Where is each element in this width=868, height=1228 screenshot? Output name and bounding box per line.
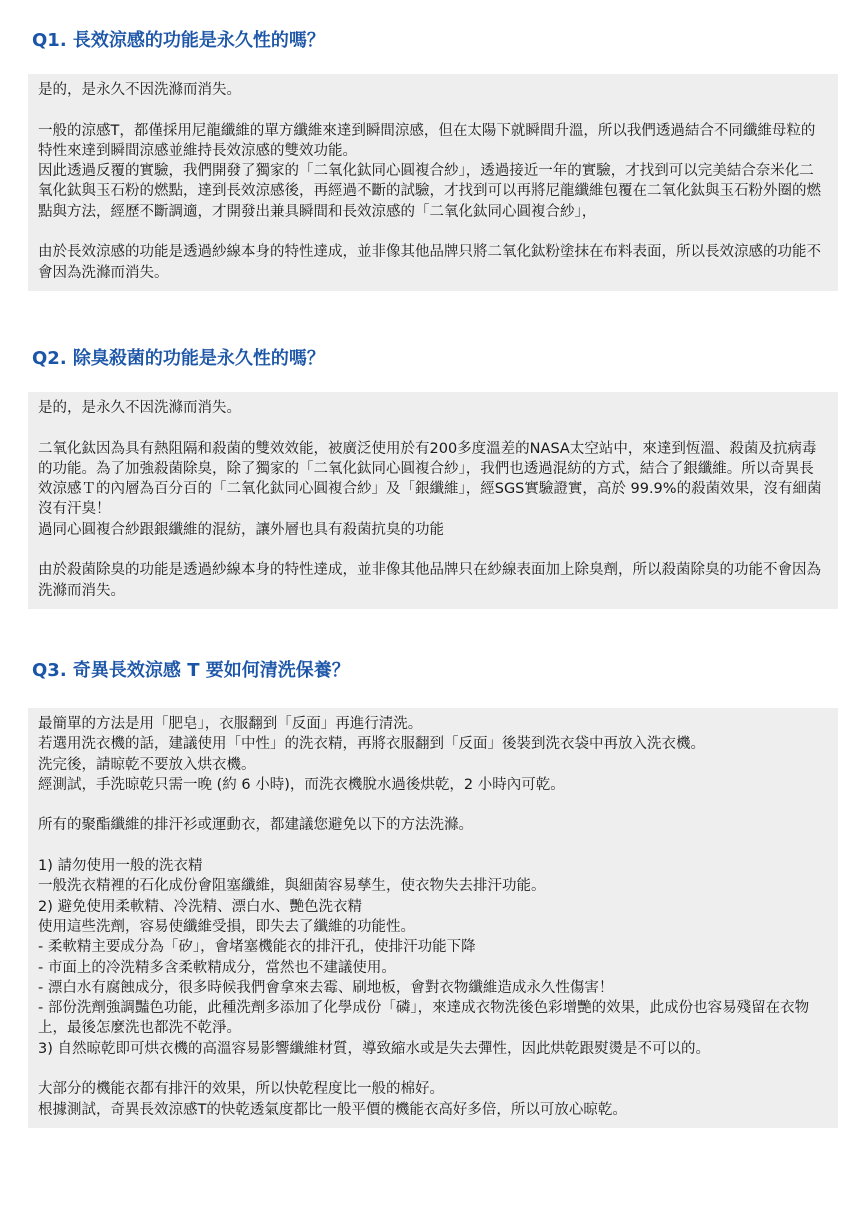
faq-answer-3 — [28, 708, 838, 1128]
paragraph-spacer — [38, 1059, 828, 1079]
answer-paragraph: - 漂白水有腐蝕成分，很多時候我們會拿來去霉、刷地板，會對衣物纖維造成永久性傷害！ — [38, 979, 614, 996]
answer-paragraph: 是的，是永久不因洗滌而消失。 — [38, 82, 241, 98]
faq-answer-2 — [28, 392, 838, 609]
answer-paragraph: 1) 請勿使用一般的洗衣精 — [38, 858, 203, 875]
answer-paragraph: - 市面上的冷洗精多含柔軟精成分，當然也不建議使用。 — [38, 959, 396, 976]
paragraph-spacer — [38, 222, 828, 242]
answer-paragraph: 經測試，手洗晾乾只需一晚 (約 6 小時)，而洗衣機脫水過後烘乾，2 小時內可乾。 — [38, 776, 565, 793]
answer-paragraph: 3) 自然晾乾即可烘衣機的高溫容易影響纖維材質，導致縮水或是失去彈性，因此烘乾跟熨燙是不可以的。 — [38, 1040, 710, 1057]
faq-question-2: Q2. 除臭殺菌的功能是永久性的嗎？ — [32, 348, 325, 369]
faq-question-1: Q1. 長效涼感的功能是永久性的嗎？ — [32, 30, 325, 51]
answer-paragraph: 2) 避免使用柔軟精、冷洗精、漂白水、艷色洗衣精 — [38, 898, 362, 915]
faq-section-2 — [28, 348, 838, 609]
paragraph-spacer — [38, 100, 828, 120]
answer-paragraph: 由於長效涼感的功能是透過紗線本身的特性達成，並非像其他品牌只將二氧化鈦粉塗抹在布料表面，所以長效涼感的功能不會因為洗滌而消失。 — [38, 244, 821, 281]
answer-paragraph: 因此透過反覆的實驗，我們開發了獨家的「二氧化鈦同心圓複合紗」，透過接近一年的實驗，才找到可以完美結合奈米化二氧化鈦與玉石粉的燃點，達到長效涼感後，再經過不斷的試驗，才找到可以再將尼龍纖維包覆在二氧化鈦與玉石粉外圈的燃點與方法，經歷不斷調適，才開發出兼具瞬間和長效涼感的「二氧化鈦同心圓複合紗」， — [38, 163, 821, 220]
answer-paragraph: 一般的涼感T，都僅採用尼龍纖維的單方纖維來達到瞬間涼感，但在太陽下就瞬間升溫，所以我們透過結合不同纖維母粒的特性來達到瞬間涼感並維持長效涼感的雙效功能。 — [38, 122, 816, 159]
faq-answer-1 — [28, 74, 838, 291]
answer-paragraph: 二氧化鈦因為具有熱阻隔和殺菌的雙效效能，被廣泛使用於有200多度溫差的NASA太空站中，來達到恆溫、殺菌及抗病毒的功能。為了加強殺菌除臭，除了獨家的「二氧化鈦同心圓複合紗」，我們也透過混紡的方式，結合了銀纖維。所以奇異長效涼感Ｔ的內層為百分百的「二氧化鈦同心圓複合紗」及「銀纖維」，經SGS實驗證實，高於 99.9%的殺菌效果，沒有細菌沒有汗臭！ — [38, 440, 822, 518]
answer-paragraph: 根據測試，奇異長效涼感T的快乾透氣度都比一般平價的機能衣高好多倍，所以可放心晾乾。 — [38, 1101, 627, 1118]
answer-paragraph: - 部份洗劑強調豔色功能，此種洗劑多添加了化學成份「磷」，來達成衣物洗後色彩增艷的效果，此成份也容易殘留在衣物上，最後怎麼洗也都洗不乾淨。 — [38, 1000, 810, 1037]
answer-paragraph: 最簡單的方法是用「肥皂」，衣服翻到「反面」再進行清洗。 — [38, 716, 423, 732]
paragraph-spacer — [38, 795, 828, 815]
paragraph-spacer — [38, 540, 828, 560]
faq-question-3: Q3. 奇異長效涼感 T 要如何清洗保養？ — [32, 660, 350, 681]
answer-paragraph: 過同心圓複合紗跟銀纖維的混紡，讓外層也具有殺菌抗臭的功能 — [38, 521, 444, 538]
answer-paragraph: 使用這些洗劑，容易使纖維受損，即失去了纖維的功能性。 — [38, 918, 415, 935]
paragraph-spacer — [38, 836, 828, 856]
answer-paragraph: 一般洗衣精裡的石化成份會阻塞纖維，與細菌容易孳生，使衣物失去排汗功能。 — [38, 878, 546, 895]
faq-section-3 — [28, 660, 838, 1128]
answer-paragraph: 由於殺菌除臭的功能是透過紗線本身的特性達成，並非像其他品牌只在紗線表面加上除臭劑，所以殺菌除臭的功能不會因為洗滌而消失。 — [38, 562, 821, 599]
answer-paragraph: - 柔軟精主要成分為「矽」，會堵塞機能衣的排汗孔，使排汗功能下降 — [38, 939, 476, 956]
answer-paragraph: 所有的聚酯纖維的排汗衫或運動衣，都建議您避免以下的方法洗滌。 — [38, 817, 473, 834]
paragraph-spacer — [38, 418, 828, 438]
faq-section-1 — [28, 30, 838, 291]
answer-paragraph: 洗完後，請晾乾不要放入烘衣機。 — [38, 756, 256, 773]
answer-paragraph: 大部分的機能衣都有排汗的效果，所以快乾程度比一般的棉好。 — [38, 1081, 444, 1098]
answer-paragraph: 若選用洗衣機的話，建議使用「中性」的洗衣精，再將衣服翻到「反面」後裝到洗衣袋中再放入洗衣機。 — [38, 736, 705, 753]
answer-paragraph: 是的，是永久不因洗滌而消失。 — [38, 400, 241, 416]
